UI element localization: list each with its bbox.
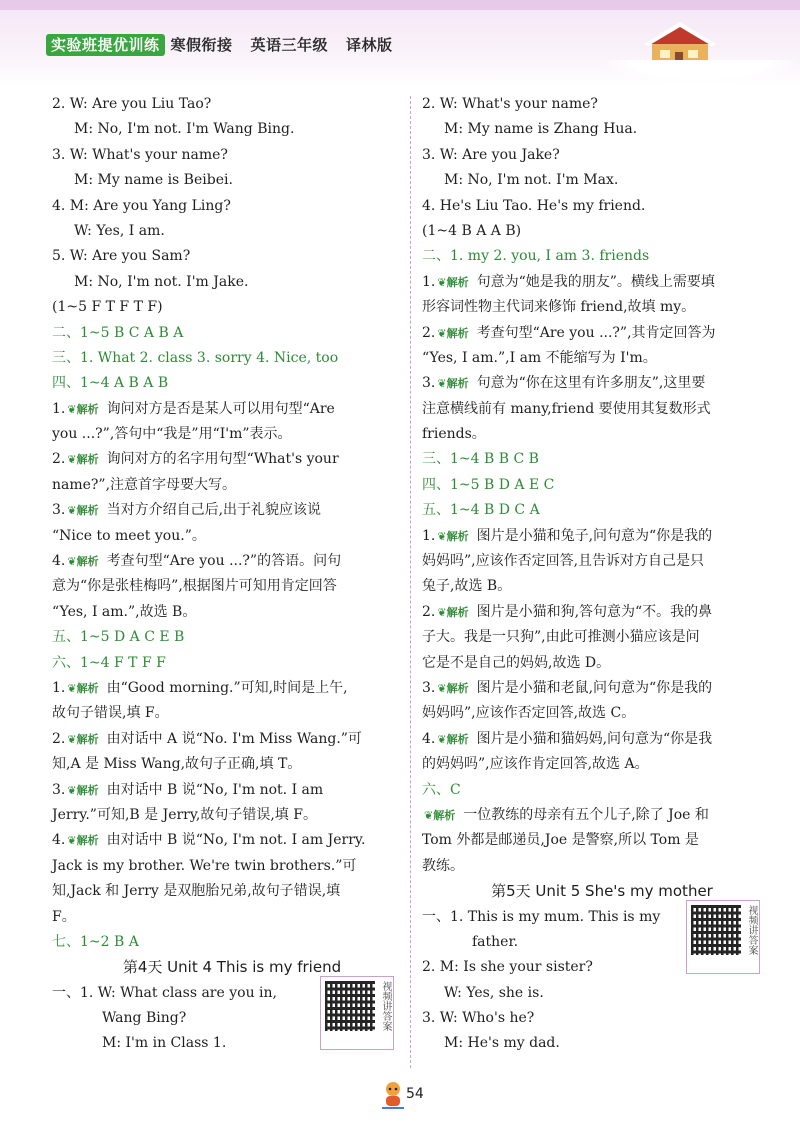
explanation-text: 句意为“你在这里有许多朋友”,这里要 xyxy=(476,375,706,392)
explanation-text: 由对话中 A 说“No. I'm Miss Wang.”可 xyxy=(106,730,362,747)
leaf-icon: ❦解析 xyxy=(67,834,99,848)
jiexi-label: 解析 xyxy=(76,732,99,746)
left-column xyxy=(52,92,412,1057)
explanation-line xyxy=(52,397,412,422)
jiexi-label: 解析 xyxy=(433,808,456,822)
section-heading: 三、1. What 2. class 3. sorry 4. Nice, too xyxy=(52,349,339,366)
jiexi-label: 解析 xyxy=(76,681,99,695)
header-segment-1: 寒假衔接 xyxy=(170,36,233,54)
section-heading: 二、1. my 2. you, I am 3. friends xyxy=(422,248,650,265)
page-number-area xyxy=(380,1076,440,1116)
answer-line: M: My name is Beibei. xyxy=(74,172,233,189)
section-heading: 三、1~4 B B C B xyxy=(422,451,539,468)
answer-line: 2. W: What's your name? xyxy=(422,96,598,112)
page-number: 54 xyxy=(406,1086,424,1102)
answer-line: M: I'm in Class 1. xyxy=(102,1035,227,1052)
explanation-text: 由“Good morning.”可知,时间是上午, xyxy=(106,679,348,696)
leaf-icon: ❦解析 xyxy=(67,783,99,797)
leaf-icon: ❦解析 xyxy=(437,326,469,340)
leaf-icon: ❦解析 xyxy=(67,402,99,416)
explanation-line xyxy=(52,549,412,574)
explanation-text: 一位教练的母亲有五个儿子,除了 Joe 和 xyxy=(463,806,709,823)
jiexi-label: 解析 xyxy=(446,377,469,391)
leaf-icon: ❦解析 xyxy=(437,529,469,543)
answer-line: Tom 外都是邮递员,Joe 是警察,所以 Tom 是 xyxy=(422,832,699,849)
answer-line: 3. W: What's your name? xyxy=(52,146,228,163)
jiexi-label: 解析 xyxy=(76,783,99,797)
answer-line: 子大。我是一只狗”,由此可推测小猫应该是问 xyxy=(422,629,700,646)
explanation-line xyxy=(422,600,782,625)
item-number: 1. xyxy=(422,273,436,290)
section-heading: 五、1~4 B D C A xyxy=(422,502,540,519)
header-segment-2: 英语三年级 xyxy=(250,36,329,54)
qr-code[interactable] xyxy=(686,900,760,974)
answer-line: name?”,注意首字母要大写。 xyxy=(52,476,237,493)
answer-line: F。 xyxy=(52,908,76,925)
answer-line: 3. W: Are you Jake? xyxy=(422,146,560,163)
series-brand: 实验班提优训练 xyxy=(46,34,165,56)
item-number: 3. xyxy=(52,502,66,519)
answer-line: 一、1. This is my mum. This is my xyxy=(422,908,661,925)
explanation-line xyxy=(422,803,782,828)
answer-line: M: No, I'm not. I'm Wang Bing. xyxy=(74,121,295,138)
leaf-icon: ❦解析 xyxy=(437,377,469,391)
answer-line: Jerry.”可知,B 是 Jerry,故句子错误,填 F。 xyxy=(52,806,317,823)
jiexi-label: 解析 xyxy=(76,453,99,467)
item-number: 4. xyxy=(52,832,66,849)
item-number: 3. xyxy=(422,679,436,696)
answer-line: 兔子,故选 B。 xyxy=(422,578,512,595)
jiexi-label: 解析 xyxy=(76,834,99,848)
explanation-text: 图片是小猫和兔子,问句意为“你是我的 xyxy=(476,527,713,544)
leaf-icon: ❦解析 xyxy=(67,453,99,467)
explanation-text: 图片是小猫和老鼠,问句意为“你是我的 xyxy=(476,679,713,696)
header-title xyxy=(46,34,411,55)
jiexi-label: 解析 xyxy=(76,504,99,518)
answer-line: 形容词性物主代词来修饰 friend,故填 my。 xyxy=(422,299,696,316)
answer-line: 一、1. W: What class are you in, xyxy=(52,984,277,1001)
answer-line: father. xyxy=(472,933,519,950)
explanation-text: 询问对方是否是某人可以用句型“Are xyxy=(106,400,335,417)
qr-code[interactable] xyxy=(320,976,394,1050)
jiexi-label: 解析 xyxy=(76,555,99,569)
leaf-icon: ❦解析 xyxy=(67,555,99,569)
answer-line: (1~5 F T F T F) xyxy=(52,299,163,316)
answer-line: M: He's my dad. xyxy=(444,1035,560,1052)
answer-line: 4. He's Liu Tao. He's my friend. xyxy=(422,197,646,214)
explanation-text: 由对话中 B 说“No, I'm not. I am Jerry. xyxy=(106,832,366,849)
answer-line: 教练。 xyxy=(422,857,464,874)
item-number: 4. xyxy=(52,553,66,570)
answer-line: 4. M: Are you Yang Ling? xyxy=(52,197,231,214)
explanation-text: 询问对方的名字用句型“What's your xyxy=(106,451,339,468)
leaf-icon: ❦解析 xyxy=(67,732,99,746)
answer-line: W: Yes, she is. xyxy=(444,984,544,1001)
explanation-line xyxy=(52,828,412,853)
leaf-icon: ❦解析 xyxy=(437,605,469,619)
answer-line: “Yes, I am.”,I am 不能缩写为 I'm。 xyxy=(422,349,657,366)
section-heading: 五、1~5 D A C E B xyxy=(52,629,185,646)
leaf-icon: ❦解析 xyxy=(437,732,469,746)
qr-code-pattern xyxy=(325,981,375,1031)
answer-line: W: Yes, I am. xyxy=(74,222,165,239)
item-number: 2. xyxy=(422,324,436,341)
header-segment-3: 译林版 xyxy=(346,36,393,54)
answer-line: 2. M: Is she your sister? xyxy=(422,959,593,976)
jiexi-label: 解析 xyxy=(446,326,469,340)
answer-line: M: No, I'm not. I'm Jake. xyxy=(74,273,249,290)
answer-line: “Yes, I am.”,故选 B。 xyxy=(52,603,197,620)
explanation-text: 考查句型“Are you ...?”,其肯定回答为 xyxy=(476,324,716,341)
jiexi-label: 解析 xyxy=(446,275,469,289)
explanation-line xyxy=(422,371,782,396)
unit-title: 第5天 Unit 5 She's my mother xyxy=(491,882,713,901)
answer-line: 意为“你是张桂梅吗”,根据图片可知用肯定回答 xyxy=(52,578,337,595)
section-heading: 二、1~5 B C A B A xyxy=(52,324,184,341)
item-number: 1. xyxy=(422,527,436,544)
explanation-line xyxy=(422,727,782,752)
answer-line: M: My name is Zhang Hua. xyxy=(444,121,638,138)
explanation-line xyxy=(422,524,782,549)
answer-line: 故句子错误,填 F。 xyxy=(52,705,169,722)
answer-line: 注意横线前有 many,friend 要使用其复数形式 xyxy=(422,400,711,417)
explanation-text: 句意为“她是我的朋友”。横线上需要填 xyxy=(476,273,715,290)
section-heading: 四、1~4 A B A B xyxy=(52,375,169,392)
leaf-icon: ❦解析 xyxy=(67,504,99,518)
header-band xyxy=(0,0,800,10)
answer-line: M: No, I'm not. I'm Max. xyxy=(444,172,619,189)
answer-line: 5. W: Are you Sam? xyxy=(52,248,191,265)
section-heading: 四、1~5 B D A E C xyxy=(422,476,555,493)
answer-line: (1~4 B A A B) xyxy=(422,222,522,239)
unit-title: 第4天 Unit 4 This is my friend xyxy=(122,958,342,977)
item-number: 2. xyxy=(52,451,66,468)
page-header xyxy=(0,0,800,86)
leaf-icon: ❦解析 xyxy=(437,275,469,289)
mascot-icon xyxy=(380,1080,406,1110)
explanation-line xyxy=(52,727,412,752)
snow-decoration xyxy=(600,60,800,86)
answer-line: 它是不是自己的妈妈,故选 D。 xyxy=(422,654,611,671)
item-number: 2. xyxy=(52,730,66,747)
jiexi-label: 解析 xyxy=(76,402,99,416)
explanation-line xyxy=(52,676,412,701)
answer-line: “Nice to meet you.”。 xyxy=(52,527,206,544)
jiexi-label: 解析 xyxy=(446,732,469,746)
explanation-text: 由对话中 B 说“No, I'm not. I am xyxy=(106,781,324,798)
explanation-line xyxy=(422,321,782,346)
answer-line: 2. W: Are you Liu Tao? xyxy=(52,96,212,112)
answer-line: friends。 xyxy=(422,426,486,443)
jiexi-label: 解析 xyxy=(446,529,469,543)
answer-line: 妈妈吗”,应该作否定回答,且告诉对方自己是只 xyxy=(422,553,705,570)
leaf-icon: ❦解析 xyxy=(67,681,99,695)
jiexi-label: 解析 xyxy=(446,605,469,619)
explanation-text: 考查句型“Are you ...?”的答语。问句 xyxy=(106,553,342,570)
jiexi-label: 解析 xyxy=(446,681,469,695)
item-number: 4. xyxy=(422,730,436,747)
answer-line: 3. W: Who's he? xyxy=(422,1010,535,1027)
section-heading: 六、C xyxy=(422,781,461,798)
explanation-line xyxy=(422,676,782,701)
qr-label: 视频讲答案 xyxy=(746,905,757,955)
explanation-text: 当对方介绍自己后,出于礼貌应该说 xyxy=(106,502,322,519)
explanation-line xyxy=(422,270,782,295)
leaf-icon: ❦解析 xyxy=(424,808,456,822)
answer-line: Wang Bing? xyxy=(102,1010,187,1027)
answer-line: 的妈妈吗”,应该作肯定回答,故选 A。 xyxy=(422,756,649,773)
answer-line: 知,A 是 Miss Wang,故句子正确,填 T。 xyxy=(52,756,302,773)
item-number: 1. xyxy=(52,679,66,696)
item-number: 2. xyxy=(422,603,436,620)
answer-line: Jack is my brother. We're twin brothers.”可 xyxy=(52,857,357,874)
explanation-text: 图片是小猫和狗,答句意为“不。我的鼻 xyxy=(476,603,713,620)
explanation-line xyxy=(52,447,412,472)
leaf-icon: ❦解析 xyxy=(437,681,469,695)
answer-line: 妈妈吗”,应该作否定回答,故选 C。 xyxy=(422,705,636,722)
explanation-line xyxy=(52,498,412,523)
answer-line: you ...?”,答句中“我是”用“I'm”表示。 xyxy=(52,426,292,443)
explanation-text: 图片是小猫和猫妈妈,问句意为“你是我 xyxy=(476,730,713,747)
item-number: 1. xyxy=(52,400,66,417)
explanation-line xyxy=(52,778,412,803)
answer-line: 知,Jack 和 Jerry 是双胞胎兄弟,故句子错误,填 xyxy=(52,883,341,900)
qr-code-pattern xyxy=(691,905,741,955)
item-number: 3. xyxy=(52,781,66,798)
qr-label: 视频讲答案 xyxy=(380,981,391,1031)
section-heading: 七、1~2 B A xyxy=(52,933,139,950)
section-heading: 六、1~4 F T F F xyxy=(52,654,166,671)
item-number: 3. xyxy=(422,375,436,392)
